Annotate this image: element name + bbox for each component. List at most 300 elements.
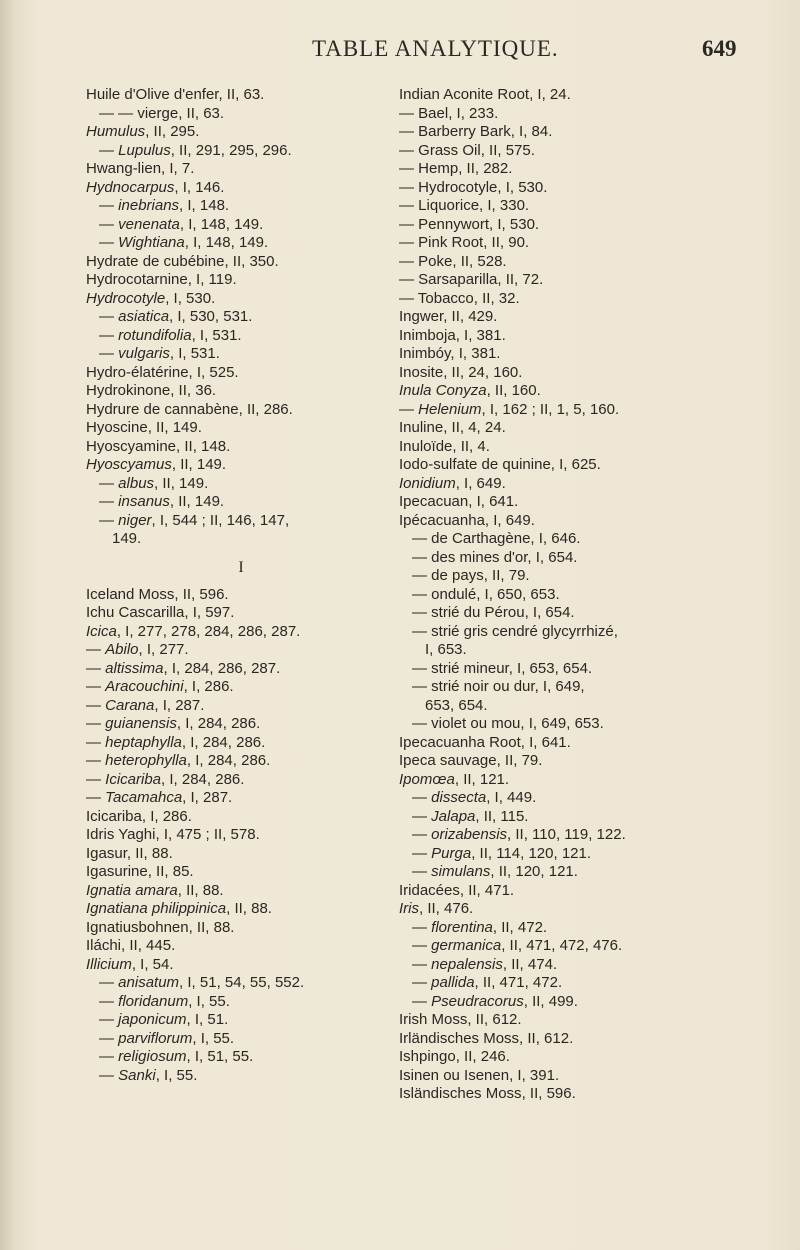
entry-references: , II, 295. <box>145 123 200 140</box>
entry-references: , II, 63. <box>178 104 225 122</box>
entry-term: Ignatia amara <box>86 881 178 899</box>
index-entry <box>399 530 769 549</box>
index-entry <box>399 808 769 827</box>
ditto-dash: — <box>86 678 106 695</box>
entry-references: , II, 528. <box>452 252 507 270</box>
index-entry <box>399 419 769 438</box>
index-entry <box>86 105 396 124</box>
ditto-dash: — <box>412 974 432 991</box>
entry-term: ondulé <box>431 585 477 603</box>
ditto-dash: — <box>99 1048 119 1065</box>
entry-term: asiatica <box>118 308 170 325</box>
entry-term: niger <box>118 511 152 529</box>
index-entry <box>399 567 769 586</box>
entry-term: Ignatiusbohnen <box>86 918 189 936</box>
entry-references: , I, 649. <box>455 474 506 492</box>
entry-term: Jalapa <box>431 807 476 825</box>
ditto-dash: — <box>86 789 106 806</box>
entry-term: Inimboja <box>399 326 456 344</box>
ditto-dash: — <box>86 752 106 769</box>
entry-references: , II, 88. <box>188 918 235 936</box>
entry-term: Illicium <box>86 955 132 973</box>
entry-references: , II, 149. <box>169 493 225 510</box>
entry-references: , I, 55. <box>155 1066 198 1084</box>
entry-term: Hydrure de cannabène <box>86 400 239 418</box>
entry-term: violet ou mou <box>431 715 521 732</box>
entry-references: , I, 530. <box>165 289 216 307</box>
entry-term: Inuline <box>399 419 444 436</box>
entry-references: , II, 4, 24. <box>443 419 506 436</box>
index-entry <box>86 752 396 771</box>
ditto-dash: — <box>399 104 419 122</box>
entry-term: des mines d'or <box>431 548 528 566</box>
entry-references: , I, 475 ; II, 578. <box>155 826 260 843</box>
ditto-dash: — <box>399 123 419 140</box>
index-entry <box>399 308 769 327</box>
entry-references: , II, 36. <box>170 382 217 399</box>
entry-term: Hyoscine <box>86 419 148 436</box>
entry-references: , II, 72. <box>497 271 544 288</box>
entry-term: germanica <box>431 937 502 954</box>
index-entry <box>86 1011 396 1030</box>
entry-term: rotundifolia <box>118 326 192 344</box>
index-entry <box>399 364 769 383</box>
ditto-dash: — <box>412 585 432 603</box>
entry-term: Icica <box>86 622 117 640</box>
entry-references: , I, 119. <box>187 271 237 288</box>
entry-references: , II, 110, 119, 122. <box>507 826 626 843</box>
ditto-dash: — <box>399 141 419 159</box>
index-entry <box>399 826 769 845</box>
index-entry <box>399 771 769 790</box>
index-entry <box>86 604 396 623</box>
entry-references: , I, 284, 286. <box>181 733 266 751</box>
index-entry <box>399 993 769 1012</box>
index-entry <box>399 641 769 660</box>
entry-references: , II, 121. <box>454 770 510 788</box>
entry-term: Iláchi <box>86 937 122 954</box>
index-entry <box>86 1030 396 1049</box>
entry-references: , I, 84. <box>510 123 553 140</box>
index-entry <box>399 956 769 975</box>
index-entry <box>399 253 769 272</box>
entry-references: , II, 474. <box>502 955 558 973</box>
entry-references: , II, 88. <box>226 900 272 917</box>
index-entry <box>399 290 769 309</box>
entry-references: , I, 530, 531. <box>169 308 253 325</box>
entry-references: , I, 530. <box>489 215 540 233</box>
entry-term: Irländisches Moss <box>399 1029 520 1047</box>
entry-term: Huile d'Olive d'enfer <box>86 86 219 103</box>
index-entry <box>86 123 396 142</box>
entry-references: , II, 429. <box>443 308 498 325</box>
index-entry <box>86 623 396 642</box>
entry-references: , II, 63. <box>218 86 265 103</box>
index-entry <box>399 752 769 771</box>
entry-references: , I, 51. <box>186 1011 229 1028</box>
ditto-dash: — <box>412 918 432 936</box>
ditto-dash: — <box>99 493 119 510</box>
index-entry <box>86 234 396 253</box>
entry-term: Iodo-sulfate de quinine <box>399 456 551 473</box>
index-entry <box>399 475 769 494</box>
entry-references: 653, 654. <box>425 696 488 714</box>
entry-references: , II, 148. <box>176 437 231 455</box>
index-entry <box>399 845 769 864</box>
entry-term: Liquorice <box>418 197 480 214</box>
entry-term: Sanki <box>118 1066 156 1084</box>
entry-term: Pseudracorus <box>431 992 524 1010</box>
entry-references: , II, 499. <box>523 992 578 1010</box>
entry-term: Ignatiana philippinica <box>86 900 227 917</box>
index-entry <box>399 345 769 364</box>
entry-term: Icicariba <box>86 807 142 825</box>
running-title: TABLE ANALYTIQUE. <box>312 36 559 61</box>
index-entry <box>86 863 396 882</box>
index-entry <box>86 826 396 845</box>
index-entry <box>86 179 396 198</box>
entry-term: venenata <box>118 215 180 233</box>
entry-term: Pennywort <box>418 215 490 233</box>
index-entry <box>399 401 769 420</box>
entry-term: Humulus <box>86 123 146 140</box>
index-entry <box>399 789 769 808</box>
entry-references: 149. <box>112 530 142 547</box>
entry-term: Tobacco <box>417 289 474 307</box>
entry-references: , I, 646. <box>530 530 581 547</box>
index-entry <box>399 438 769 457</box>
ditto-dash: — <box>99 345 119 362</box>
index-entry <box>86 216 396 235</box>
index-entry <box>86 438 396 457</box>
index-entry <box>86 86 396 105</box>
ditto-dash: — <box>412 604 432 621</box>
entry-references: , II, 350. <box>224 252 279 270</box>
index-entry <box>86 493 396 512</box>
index-entry <box>399 974 769 993</box>
index-column-left <box>86 86 396 1085</box>
ditto-dash: — <box>412 789 432 806</box>
entry-references: , I, 531. <box>191 326 242 344</box>
entry-references: , II, 24, 160. <box>443 363 523 381</box>
entry-references: , II, 4. <box>452 437 490 455</box>
entry-references: , I, 7. <box>161 160 195 177</box>
entry-term: Ipecacuan <box>399 493 469 510</box>
entry-term: Barberry Bark <box>418 123 511 140</box>
entry-term: anisatum <box>118 974 180 991</box>
entry-references: , II, 160. <box>486 382 541 399</box>
entry-references: , I, 277. <box>138 641 189 658</box>
entry-term: Ingwer <box>399 308 444 325</box>
index-entry <box>86 808 396 827</box>
index-entry <box>86 845 396 864</box>
index-entry <box>399 586 769 605</box>
entry-references: , I, 287. <box>182 789 233 806</box>
index-entry <box>399 160 769 179</box>
entry-references: , I, 650, 653. <box>476 585 560 603</box>
index-entry <box>399 1085 769 1104</box>
index-entry <box>399 1048 769 1067</box>
index-entry <box>399 382 769 401</box>
entry-references: , II, 472. <box>492 918 548 936</box>
index-entry <box>86 937 396 956</box>
entry-term: Ipeca sauvage <box>399 752 497 769</box>
index-entry <box>399 734 769 753</box>
ditto-dash: — <box>412 622 432 640</box>
index-entry <box>399 456 769 475</box>
entry-term: Hydrocotyle <box>86 289 166 307</box>
entry-references: , II, 88. <box>126 844 173 862</box>
entry-term: Igasur <box>86 844 127 862</box>
index-entry <box>86 475 396 494</box>
index-entry <box>86 160 396 179</box>
entry-term: Inosite <box>399 363 444 381</box>
ditto-dash: — <box>399 160 419 177</box>
index-entry <box>399 197 769 216</box>
entry-references: , II, 596. <box>521 1085 576 1102</box>
entry-term: Abilo <box>105 641 139 658</box>
index-entry <box>399 327 769 346</box>
entry-references: , I, 531. <box>169 345 220 362</box>
entry-references: , I, 641. <box>520 733 571 751</box>
ditto-dash: — <box>412 530 432 547</box>
entry-references: , II, 471, 472. <box>474 974 563 991</box>
entry-references: , I, 54. <box>131 955 174 973</box>
entry-term: japonicum <box>118 1011 187 1028</box>
page-number: 649 <box>702 36 737 61</box>
entry-term: Inimbóy <box>399 345 451 362</box>
entry-references: , II, 149. <box>147 419 202 436</box>
index-entry <box>86 789 396 808</box>
ditto-dash: — <box>86 641 106 658</box>
entry-references: , I, 148. <box>179 197 230 214</box>
index-entry <box>86 956 396 975</box>
index-entry <box>86 327 396 346</box>
entry-term: Ionidium <box>399 474 456 492</box>
index-entry <box>86 734 396 753</box>
ditto-dash: — <box>412 659 432 677</box>
entry-term: heterophylla <box>105 752 187 769</box>
entry-references: , II, 32. <box>473 289 520 307</box>
entry-term: Iris <box>399 900 419 917</box>
entry-references: , II, 114, 120, 121. <box>471 844 592 862</box>
entry-references: , I, 641. <box>468 493 519 510</box>
entry-references: , II, 85. <box>147 863 194 880</box>
entry-references: , I, 597. <box>184 604 235 621</box>
ditto-dash: — <box>412 937 432 954</box>
entry-term: strié mineur <box>431 659 509 677</box>
entry-references: , I, 146. <box>174 178 225 196</box>
entry-term: Purga <box>431 844 472 862</box>
ditto-dash: — <box>399 178 419 196</box>
entry-term: Idris Yaghi <box>86 826 156 843</box>
index-entry <box>399 549 769 568</box>
entry-references: , I, 449. <box>486 789 537 806</box>
index-entry <box>399 623 769 642</box>
index-entry <box>86 715 396 734</box>
ditto-dash: — <box>412 844 432 862</box>
entry-references: , I, 654. <box>527 548 578 566</box>
ditto-dash: — <box>99 1029 119 1047</box>
entry-term: Irish Moss <box>399 1011 468 1028</box>
entry-term: Hydro-élatérine <box>86 363 189 381</box>
entry-term: Hyoscyamine <box>86 437 177 455</box>
entry-term: strié gris cendré glycyrrhizé <box>431 622 614 640</box>
entry-references: , II, 149. <box>171 456 227 473</box>
index-entry <box>86 290 396 309</box>
entry-references: , II, 471. <box>459 881 515 899</box>
index-entry <box>86 253 396 272</box>
entry-term: strié noir ou dur <box>431 678 535 695</box>
index-entry <box>399 900 769 919</box>
entry-references: , I, 654. <box>524 604 575 621</box>
entry-references: , II, 149. <box>154 474 209 492</box>
index-entry <box>86 530 396 549</box>
entry-term: Ishpingo <box>399 1048 456 1065</box>
ditto-dash: — <box>412 678 432 695</box>
ditto-dash: — <box>399 215 419 233</box>
index-entry <box>399 271 769 290</box>
entry-term: Icicariba <box>105 770 162 788</box>
index-entry <box>86 993 396 1012</box>
entry-references: , II, 575. <box>480 141 535 159</box>
entry-references: , I, 649, 653. <box>520 715 604 732</box>
index-entry <box>399 882 769 901</box>
entry-references: , II, 476. <box>419 900 474 917</box>
entry-references: , II, 291, 295, 296. <box>170 141 292 159</box>
ditto-dash: — <box>412 955 432 973</box>
index-entry <box>399 493 769 512</box>
entry-term: Inuloïde <box>399 437 453 455</box>
entry-term: Hydrate de cubébine <box>86 252 225 270</box>
entry-term: Sarsaparilla <box>418 271 498 288</box>
index-entry <box>399 1011 769 1030</box>
entry-term: Iceland Moss <box>86 585 175 603</box>
index-entry <box>86 697 396 716</box>
entry-references: , I, 55. <box>192 1029 235 1047</box>
index-entry <box>86 382 396 401</box>
entry-term: Hydrokinone <box>86 382 171 399</box>
ditto-dash: — <box>99 974 119 991</box>
ditto-dash: — <box>412 826 432 843</box>
index-entry <box>86 456 396 475</box>
index-entry <box>86 308 396 327</box>
entry-term: Ichu Cascarilla <box>86 604 185 621</box>
entry-references: , I, 287. <box>154 696 205 714</box>
ditto-dash: — <box>99 308 119 325</box>
index-entry <box>399 1030 769 1049</box>
index-entry <box>86 678 396 697</box>
entry-term: Aracouchini <box>105 678 184 695</box>
entry-term: heptaphylla <box>105 733 182 751</box>
entry-term: Bael <box>418 104 449 122</box>
entry-term: Ipecacuanha Root <box>399 733 521 751</box>
ditto-dash: — <box>86 770 106 788</box>
index-entry <box>399 105 769 124</box>
index-entry <box>86 771 396 790</box>
entry-references: , I, 653, 654. <box>508 659 593 677</box>
entry-term: albus <box>118 474 155 492</box>
index-entry <box>399 678 769 697</box>
entry-term: religiosum <box>118 1048 187 1065</box>
entry-term: de Carthagène <box>431 530 531 547</box>
entry-term: Igasurine <box>86 863 148 880</box>
index-entry <box>399 1067 769 1086</box>
ditto-dash: — <box>399 197 419 214</box>
entry-term: Hyoscyamus <box>86 456 172 473</box>
ditto-dash: — <box>99 326 119 344</box>
entry-term: orizabensis <box>431 826 508 843</box>
index-entry <box>86 142 396 161</box>
entry-term: dissecta <box>431 789 487 806</box>
entry-term: Grass Oil <box>418 141 481 159</box>
entry-term: parviflorum <box>118 1029 193 1047</box>
ditto-dash: — <box>86 659 106 677</box>
entry-references: , I, 284, 286, 287. <box>163 659 281 677</box>
entry-term: Ipécacuanha <box>399 511 485 529</box>
ditto-dash: — <box>412 715 432 732</box>
index-entry <box>399 919 769 938</box>
ditto-dash: — <box>399 234 419 251</box>
entry-references: , I, 233. <box>448 104 499 122</box>
index-entry <box>399 863 769 882</box>
entry-references: , I, 381. <box>450 345 501 362</box>
entry-references: , I, 625. <box>550 456 601 473</box>
index-entry <box>399 86 769 105</box>
index-entry <box>399 123 769 142</box>
index-entry <box>86 1067 396 1086</box>
ditto-dash: — <box>99 215 119 233</box>
ditto-dash: — <box>399 252 419 270</box>
ditto-dash: — <box>99 474 119 492</box>
entry-term: Hydrocotyle <box>418 178 498 196</box>
index-entry <box>399 179 769 198</box>
entry-term: insanus <box>118 493 170 510</box>
index-entry <box>86 974 396 993</box>
entry-term: de pays <box>431 567 484 584</box>
index-entry <box>86 660 396 679</box>
ditto-dash: — <box>99 141 119 159</box>
entry-references: , I, 649. <box>484 511 535 529</box>
entry-references: , II, 79. <box>496 752 543 769</box>
entry-references: , I, 55. <box>188 992 230 1010</box>
entry-references: , II, 471, 472, 476. <box>501 937 623 954</box>
entry-term: Isinen ou Isenen <box>399 1066 510 1084</box>
entry-term: Lupulus <box>118 141 171 159</box>
entry-term: Wightiana <box>118 234 185 251</box>
entry-term: strié du Pérou <box>431 604 525 621</box>
entry-term: Hemp <box>418 160 459 177</box>
entry-references: , I, 286. <box>141 807 192 825</box>
entry-term: vulgaris <box>118 345 170 362</box>
index-entry <box>86 586 396 605</box>
entry-references: , II, 88. <box>177 881 224 899</box>
ditto-dash: — <box>99 197 119 214</box>
index-entry <box>86 1048 396 1067</box>
entry-references: , I, 330. <box>479 197 530 214</box>
entry-term: Hwang-lien <box>86 160 162 177</box>
entry-term: Tacamahca <box>105 789 183 806</box>
entry-references: , II, 79. <box>483 567 530 584</box>
index-entry <box>86 364 396 383</box>
entry-references: , I, 530. <box>497 178 548 196</box>
ditto-dash: — <box>412 567 432 584</box>
page-header <box>0 36 800 76</box>
index-column-right <box>399 86 769 1104</box>
index-entry <box>399 697 769 716</box>
section-letter: I <box>238 558 244 576</box>
entry-term: inebrians <box>118 197 180 214</box>
